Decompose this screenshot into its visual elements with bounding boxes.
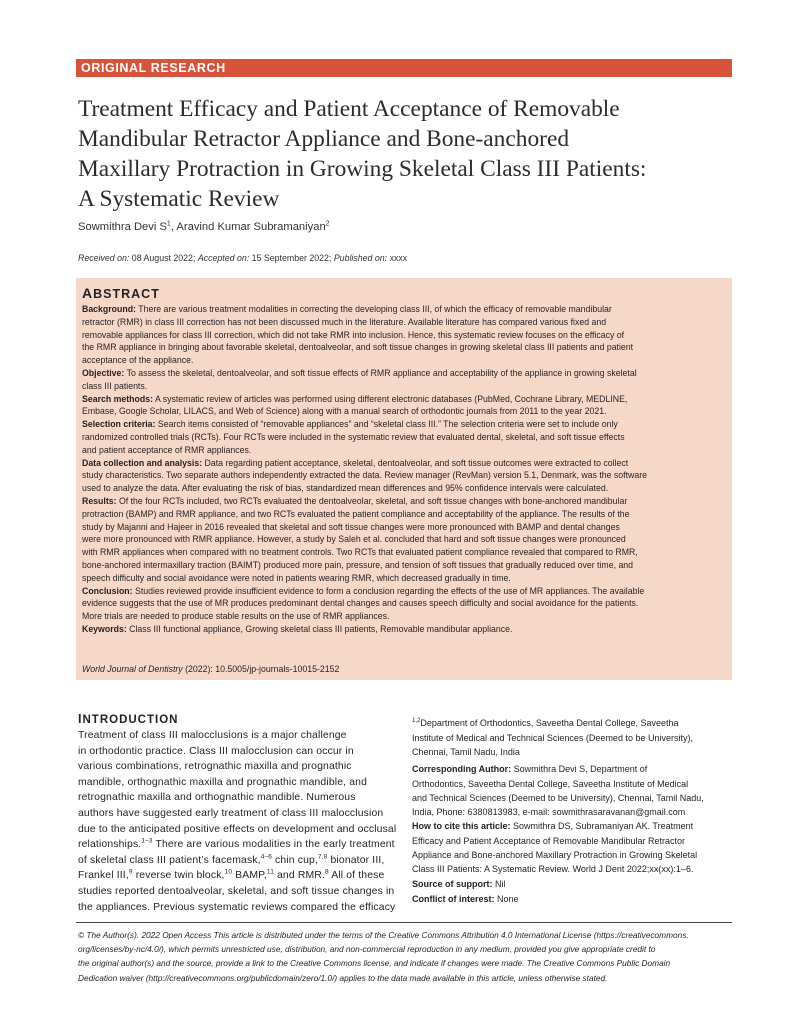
affiliation-text: Orthodontics, Saveetha Dental College, Saveetha Institute of Medical: [412, 779, 689, 789]
abstract-label: Background:: [82, 304, 136, 314]
abstract-line: [82, 432, 728, 442]
abstract-text: There are various treatment modalities in correcting the developing class III, of which the efficacy of removable mandibular: [135, 304, 612, 314]
abstract-text: study characteristics. Two separate authors independently extracted the data. Review manager (RevMan) version 5.1, Denmark, was the software: [82, 470, 647, 480]
affiliation-line: [412, 836, 685, 846]
abstract-line: [82, 355, 728, 365]
introduction-line: [78, 870, 384, 881]
license-line: the original author(s) and the source, provide a link to the Creative Commons license, and indicate if changes were made. The Creative Commons Public Domain: [78, 958, 671, 968]
citation-ref: 9: [128, 868, 133, 876]
received-date: 08 August 2022;: [129, 253, 198, 263]
citation-ref: 4–6: [260, 853, 272, 861]
abstract-text: Studies reviewed provide insufficient evidence to form a conclusion regarding the effects of the use of MR appliances. The available: [132, 586, 645, 596]
introduction-line: [78, 824, 396, 835]
abstract-line: [82, 368, 728, 378]
abstract-line: [82, 470, 728, 480]
journal-citation: [82, 664, 728, 674]
affiliation-text: Sowmithra DS, Subramaniyan AK. Treatment: [510, 821, 694, 831]
abstract-line: [82, 317, 728, 327]
affiliation-label: Source of support:: [412, 879, 493, 889]
abstract-text: the RMR appliance in bringing about favorable skeletal, dentoalveolar, and soft tissue changes in growing skeletal class III patients and patient: [82, 342, 634, 352]
affiliation-text: and Technical Sciences (Deemed to be University), Chennai, Tamil Nadu,: [412, 793, 704, 803]
introduction-line: [78, 902, 395, 913]
abstract-text: retractor (RMR) in class III correction has not been discussed much in the literature. Available literature has compared various fixed and: [82, 317, 607, 327]
introduction-text: due to the anticipated positive effects on development and occlusal: [78, 824, 397, 835]
citation-ref: 11: [266, 868, 274, 876]
introduction-line: [78, 792, 356, 803]
abstract-line: [82, 496, 728, 506]
abstract-line: [82, 483, 728, 493]
abstract-text: evidence suggests that the use of MR produces predominant dental changes and causes speech difficulty and social avoidance for the patients.: [82, 598, 639, 608]
introduction-line: [78, 886, 394, 897]
affiliation-line: [412, 850, 697, 860]
introduction-text: authors have suggested early treatment of class III malocclusion: [78, 808, 384, 819]
abstract-text: study by Majanni and Hajeer in 2016 revealed that skeletal and soft tissue changes were more pronounced with BAMP and dental changes: [82, 522, 620, 532]
introduction-line: [78, 839, 395, 850]
journal-name: World Journal of Dentistry: [82, 664, 183, 674]
introduction-text: Frankel III,: [78, 870, 129, 881]
affiliation-line: [412, 879, 506, 889]
abstract-label: Conclusion:: [82, 586, 133, 596]
introduction-line: [78, 746, 354, 757]
introduction-text: in orthodontic practice. Class III malocclusion can occur in: [78, 746, 354, 757]
author-separator: ,: [170, 221, 177, 233]
abstract-label: Keywords:: [82, 624, 127, 634]
affiliation-text: Institute of Medical and Technical Sciences (Deemed to be University),: [412, 733, 693, 743]
abstract-line: [82, 560, 728, 570]
introduction-text: studies reported dentoalveolar, skeletal, and soft tissue changes in: [78, 886, 395, 897]
accepted-date: 15 September 2022;: [249, 253, 334, 263]
received-label: Received on:: [78, 253, 130, 263]
abstract-text: Search items consisted of “removable appliances” and “skeletal class III.” The selection criteria were set to include only: [155, 419, 618, 429]
abstract-line: [82, 586, 728, 596]
affiliation-text: Appliance and Bone-anchored Maxillary Protraction in Growing Skeletal: [412, 850, 698, 860]
abstract-line: [82, 342, 728, 352]
abstract-label: Selection criteria:: [82, 419, 156, 429]
section-label: ORIGINAL RESEARCH: [76, 59, 732, 77]
affiliation-text: Chennai, Tamil Nadu, India: [412, 747, 520, 757]
license-line: © The Author(s). 2022 Open Access This article is distributed under the terms of the Creative Commons Attribution 4.0 International License (https://creativecommons.: [78, 930, 689, 940]
affiliation-text: Sowmithra Devi S, Department of: [511, 764, 648, 774]
introduction-line: [78, 730, 347, 741]
affiliation-marker: 2: [325, 220, 330, 228]
introduction-text: All of these: [328, 870, 385, 881]
citation-ref: 10: [224, 868, 233, 876]
author-name: Aravind Kumar Subramaniyan: [176, 221, 326, 233]
introduction-heading: INTRODUCTION: [78, 712, 179, 726]
affiliation-line: [412, 793, 704, 803]
introduction-line: [78, 777, 367, 788]
affiliation-line: [412, 733, 693, 743]
introduction-text: There are various modalities in the early treatment: [152, 839, 395, 850]
affiliation-text: Nil: [492, 879, 506, 889]
introduction-text: of skeletal class III patient’s facemask,: [78, 855, 261, 866]
abstract-text: randomized controlled trials (RCTs). Four RCTs were included in the systematic review that evaluated dental, skeletal, and soft tissue effects: [82, 432, 625, 442]
affiliation-label: How to cite this article:: [412, 821, 511, 831]
citation-ref: 1–3: [141, 837, 153, 845]
introduction-text: mandible, orthognathic maxilla and prognathic mandible, and: [78, 777, 367, 788]
abstract-text: were more pronounced with RMR appliance. However, a study by Saleh et al. concluded that hard and soft tissue changes were pronounced: [82, 534, 626, 544]
affiliation-line: [412, 821, 693, 831]
abstract-line: [82, 611, 728, 621]
introduction-line: [78, 855, 384, 866]
affiliation-text: Department of Orthodontics, Saveetha Dental College, Saveetha: [420, 718, 679, 728]
abstract-text: with RMR appliances when compared with no treatment controls. Two RCTs that evaluated patient compliance revealed that compared to RMR,: [82, 547, 638, 557]
introduction-text: the appliances. Previous systematic reviews compared the efficacy: [78, 902, 396, 913]
introduction-text: reverse twin block,: [132, 870, 225, 881]
abstract-text: protraction (BAMP) and RMR appliance, and two RCTs evaluated the patient compliance and acceptability of the appliance. The results of the: [82, 509, 630, 519]
abstract-line: [82, 394, 728, 404]
abstract-line: [82, 624, 728, 634]
affiliation-label: Corresponding Author:: [412, 764, 512, 774]
affiliation-marker: 1: [166, 220, 171, 228]
abstract-heading: ABSTRACT: [82, 285, 160, 301]
affiliation-line: [412, 807, 685, 817]
abstract-text: To assess the skeletal, dentoalveolar, and soft tissue effects of RMR appliance and acceptability of the appliance in growing skeletal: [124, 368, 637, 378]
introduction-text: bionator III,: [327, 855, 385, 866]
published-date: xxxx: [387, 253, 408, 263]
abstract-line: [82, 381, 728, 391]
affiliation-line: [412, 747, 520, 757]
affiliation-text: India, Phone: 6380813983, e-mail: sowmithrasaravanan@gmail.com: [412, 807, 686, 817]
citation-ref: 8: [324, 868, 329, 876]
abstract-text: bone-anchored intermaxillary traction (BAIMT) produced more pain, pressure, and tension of soft tissues that gradually reduced over time, and: [82, 560, 634, 570]
abstract-line: [82, 509, 728, 519]
abstract-line: [82, 304, 728, 314]
abstract-text: class III patients.: [82, 381, 148, 391]
abstract-label: Search methods:: [82, 394, 153, 404]
article-title: [78, 94, 728, 214]
introduction-line: [78, 808, 383, 819]
abstract-line: [82, 522, 728, 532]
abstract-line: [82, 419, 728, 429]
title-line: Mandibular Retractor Appliance and Bone-anchored: [78, 126, 570, 152]
affiliation-line: [412, 718, 679, 728]
affiliation-text: Class III Patients: A Systematic Review. World J Dent 2022;xx(xx):1–6.: [412, 864, 694, 874]
title-line: Maxillary Protraction in Growing Skeletal Class III Patients:: [78, 156, 647, 182]
abstract-line: [82, 598, 728, 608]
affiliation-line: [412, 779, 688, 789]
license-line: Dedication waiver (http://creativecommons.org/publicdomain/zero/1.0/) applies to the data made available in this article, unless otherwise stated.: [78, 973, 608, 983]
abstract-text: Class III functional appliance, Growing skeletal class III patients, Removable mandibular appliance.: [126, 624, 513, 634]
title-line: Treatment Efficacy and Patient Acceptance of Removable: [78, 96, 620, 122]
abstract-line: [82, 534, 728, 544]
abstract-text: Of the four RCTs included, two RCTs evaluated the dentoalveolar, skeletal, and soft tissue changes with bone-anchored mandibular: [116, 496, 628, 506]
abstract-line: [82, 573, 728, 583]
abstract-line: [82, 406, 728, 416]
abstract-text: More trials are needed to produce stable results on the use of RMR appliances.: [82, 611, 390, 621]
affiliation-label: Conflict of interest:: [412, 894, 495, 904]
abstract-label: Data collection and analysis:: [82, 458, 203, 468]
citation-ref: 7,8: [317, 853, 328, 861]
introduction-line: [78, 761, 352, 772]
footer-divider: [76, 922, 732, 923]
introduction-text: various combinations, retrognathic maxilla and prognathic: [78, 761, 352, 772]
abstract-line: [82, 547, 728, 557]
introduction-text: Treatment of class III malocclusions is a major challenge: [78, 730, 347, 741]
author-list: [78, 221, 330, 233]
publication-dates: [78, 253, 407, 263]
abstract-text: speech difficulty and social avoidance were noted in patients wearing RMR, which decreased gradually in time.: [82, 573, 511, 583]
abstract-text: removable appliances for class III correction, which did not take RMR into inclusion. Hence, this systematic review focuses on the efficacy of: [82, 330, 625, 340]
license-line: org/licenses/by-nc/4.0/), which permits unrestricted use, distribution, and non-commercial reproduction in any medium, provided you give appropriate credit to: [78, 944, 656, 954]
affiliation-line: [412, 764, 647, 774]
abstract-text: used to analyze the data. After evaluating the risk of bias, standardized mean differences and 95% confidence intervals were calculated.: [82, 483, 609, 493]
affiliation-text: None: [494, 894, 519, 904]
abstract-label: Objective:: [82, 368, 125, 378]
introduction-text: and RMR.: [273, 870, 325, 881]
abstract-text: and patient acceptance of RMR appliances.: [82, 445, 252, 455]
doi: (2022): 10.5005/jp-journals-10015-2152: [182, 664, 340, 674]
affiliation-text: Efficacy and Patient Acceptance of Removable Mandibular Retractor: [412, 836, 685, 846]
accepted-label: Accepted on:: [197, 253, 250, 263]
abstract-text: acceptance of the appliance.: [82, 355, 194, 365]
introduction-text: BAMP,: [232, 870, 267, 881]
affiliation-marker: 1,2: [412, 718, 421, 724]
introduction-text: relationships.: [78, 839, 142, 850]
title-line: A Systematic Review: [78, 186, 280, 212]
introduction-text: chin cup,: [271, 855, 318, 866]
author-name: Sowmithra Devi S: [78, 221, 167, 233]
abstract-line: [82, 458, 728, 468]
affiliation-line: [412, 864, 693, 874]
abstract-text: Data regarding patient acceptance, skeletal, dentoalveolar, and soft tissue outcomes were extracted to collect: [202, 458, 629, 468]
introduction-text: retrognathic maxilla and orthognathic mandible. Numerous: [78, 792, 356, 803]
abstract-line: [82, 330, 728, 340]
abstract-text: Embase, Google Scholar, LILACS, and Web of Science) along with a manual search of orthodontic journals from 2011 to the year 2021.: [82, 406, 607, 416]
affiliation-line: [412, 894, 519, 904]
published-label: Published on:: [333, 253, 388, 263]
abstract-label: Results:: [82, 496, 117, 506]
abstract-line: [82, 445, 728, 455]
abstract-text: A systematic review of articles was performed using different electronic databases (PubMed, Cochrane Library, MEDLINE,: [153, 394, 628, 404]
